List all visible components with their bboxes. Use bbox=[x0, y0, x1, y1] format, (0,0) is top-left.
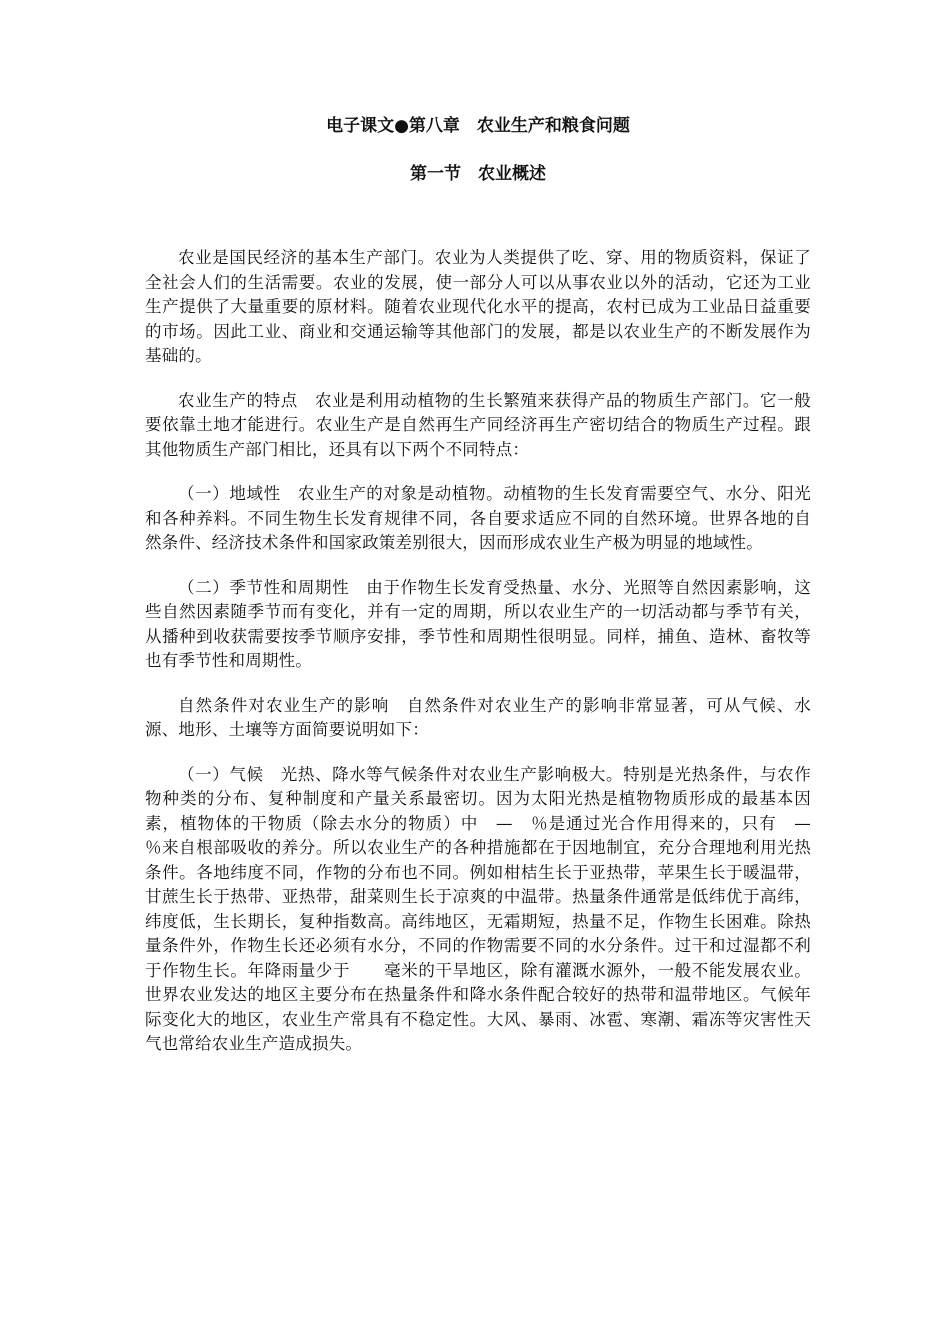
document-page bbox=[145, 112, 828, 1077]
paragraph-natural-conditions: 自然条件对农业生产的影响 自然条件对农业生产的影响非常显著，可从气候、水源、地形、土壤等方面简要说明如下： bbox=[145, 695, 811, 739]
paragraph-seasonality: （二）季节性和周期性 由于作物生长发育受热量、水分、光照等自然因素影响，这些自然因素随季节而有变化，并有一定的周期，所以农业生产的一切活动都与季节有关，从播种到收获需要按季节顺序安排，季节性和周期性很明显。同样，捕鱼、造林、畜牧等也有季节性和周期性。 bbox=[145, 577, 811, 670]
paragraph-regionality: （一）地域性 农业生产的对象是动植物。动植物的生长发育需要空气、水分、阳光和各种养料。不同生物生长发育规律不同，各自要求适应不同的自然环境。世界各地的自然条件、经济技术条件和国家政策差别很大，因而形成农业生产极为明显的地域性。 bbox=[145, 484, 811, 552]
chapter-title: 电子课文●第八章 农业生产和粮食问题 bbox=[326, 116, 630, 136]
paragraph-intro: 农业是国民经济的基本生产部门。农业为人类提供了吃、穿、用的物质资料，保证了全社会人们的生活需要。农业的发展，使一部分人可以从事农业以外的活动，它还为工业生产提供了大量重要的原材料。随着农业现代化水平的提高，农村已成为工业品日益重要的市场。因此工业、商业和交通运输等其他部门的发展，都是以农业生产的不断发展作为基础的。 bbox=[145, 248, 811, 365]
section-title: 第一节 农业概述 bbox=[410, 164, 546, 184]
paragraph-characteristics: 农业生产的特点 农业是利用动植物的生长繁殖来获得产品的物质生产部门。它一般要依靠土地才能进行。农业生产是自然再生产同经济再生产密切结合的物质生产过程。跟其他物质生产部门相比，还具有以下两个不同特点： bbox=[145, 390, 811, 459]
document-body bbox=[145, 246, 828, 1057]
paragraph-climate: （一）气候 光热、降水等气候条件对农业生产影响极大。特别是光热条件，与农作物种类的分布、复种制度和产量关系最密切。因为太阳光热是植物物质形成的最基本因素，植物体的干物质（除去水分的物质）中 — ％是通过光合作用得来的，只有 — ％来自根部吸收的养分。所以农业生产的各种措施都在于因地制宜，充分合理地利用光热条件。各地纬度不同，作物的分布也不同。例如柑桔生长于亚热带，苹果生长于暖温带，甘蔗生长于热带、亚热带，甜菜则生长于凉爽的中温带。热量条件通常是低纬优于高纬，纬度低，生长期长，复种指数高。高纬地区，无霜期短，热量不足，作物生长困难。除热量条件外，作物生长还必须有水分，不同的作物需要不同的水分条件。过干和过湿都不利于作物生长。年降雨量少于 毫米的干旱地区，除有灌溉水源外，一般不能发展农业。世界农业发达的地区主要分布在热量条件和降水条件配合较好的热带和温带地区。气候年际变化大的地区，农业生产常具有不稳定性。大风、暴雨、冰雹、寒潮、霜冻等灾害性天气也常给农业生产造成损失。 bbox=[145, 764, 828, 1053]
